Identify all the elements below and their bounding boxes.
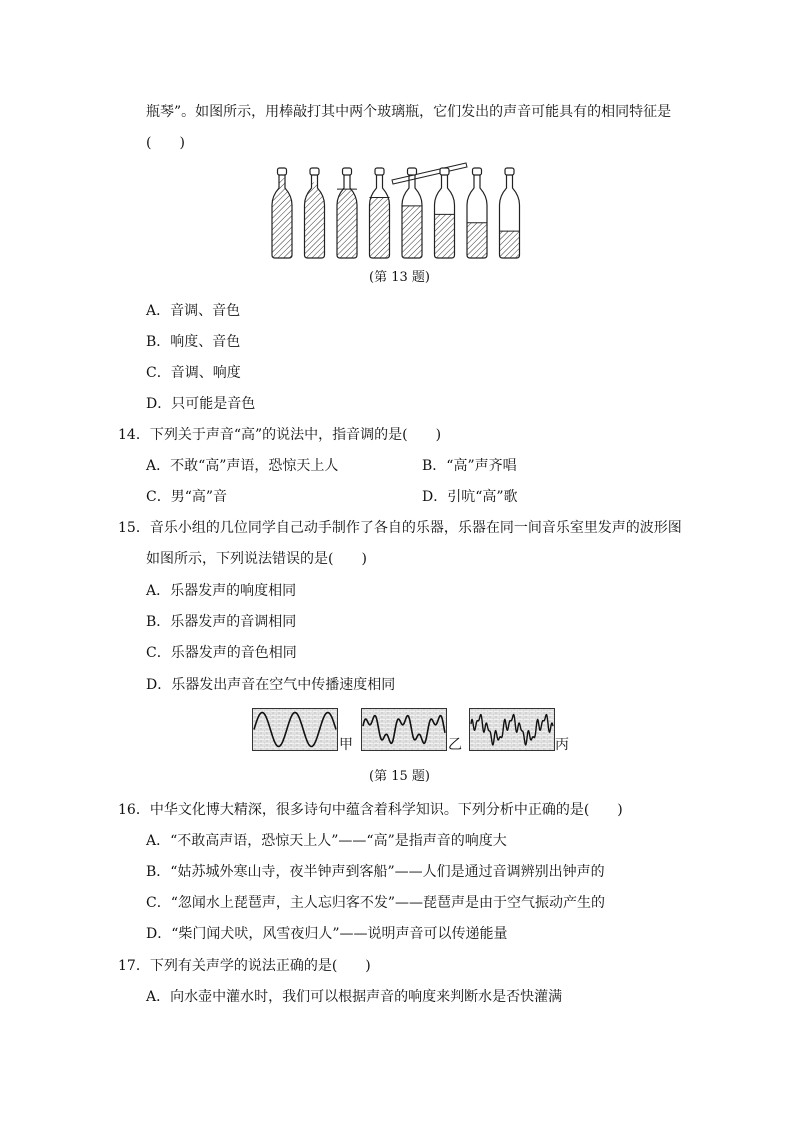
bottle [335,168,359,260]
label-yi: 乙 [448,737,462,753]
q17-stem: 17．下列有关声学的说法正确的是( ) [118,958,371,974]
q15-caption: (第 15 题) [369,769,430,784]
q13-option-b: B．响度、音色 [146,334,241,350]
q16-option-d: D．“柴门闻犬吠，风雪夜归人”——说明声音可以传递能量 [146,926,508,942]
q13-option-c: C．音调、响度 [146,365,241,381]
bottle-cap [310,168,319,175]
q14-option-b: B．“高”声齐唱 [422,458,517,474]
bottle [433,168,457,260]
q15-stem-line1: 15．音乐小组的几位同学自己动手制作了各自的乐器，乐器在同一间音乐室里发声的波形图 [118,520,682,536]
q14-option-c: C．男“高”音 [146,489,228,505]
water-fill [303,182,327,260]
q13-bottles-figure [268,160,528,260]
bottle [498,168,522,260]
q14-option-a: A．不敢“高”声语，恐惊天上人 [146,458,339,474]
bottle [270,168,294,260]
q16-option-c: C．“忽闻水上琵琶声，主人忘归客不发”——琵琶声是由于空气振动产生的 [146,895,606,911]
q17-option-a: A．向水壶中灌水时，我们可以根据声音的响度来判断水是否快灌满 [146,989,563,1005]
bottle-cap [505,168,514,175]
bottle-cap [440,168,449,175]
q13-option-a: A．音调、音色 [146,303,241,319]
water-fill [270,178,294,260]
bottle [368,168,392,260]
q13-caption: (第 13 题) [369,270,430,285]
q15-option-d: D．乐器发出声音在空气中传播速度相同 [146,677,396,693]
q13-option-d: D．只可能是音色 [146,396,256,412]
q15-waveform-yi [361,708,447,751]
q16-stem: 16．中华文化博大精深，很多诗句中蕴含着科学知识。下列分析中正确的是( ) [118,802,623,818]
bottle-cap [473,168,482,175]
q15-waveform-bing [469,708,555,751]
q15-waveform-jia [252,708,338,751]
striking-stick [392,163,467,184]
water-fill [368,198,392,260]
q16-option-a: A．“不敢高声语，恐惊天上人”——“高”是指声音的响度大 [146,833,507,849]
q13-stem-line1: 瓶琴”。如图所示，用棒敲打其中两个玻璃瓶，它们发出的声音可能具有的相同特征是 [146,104,672,120]
q13-stem-line2: ( ) [146,135,185,151]
water-fill [400,206,424,260]
bottle-cap [408,168,417,175]
q15-option-b: B．乐器发声的音调相同 [146,614,297,630]
water-fill [498,231,522,260]
q16-option-b: B．“姑苏城外寒山寺，夜半钟声到客船”——人们是通过音调辨别出钟声的 [146,864,605,880]
water-fill [335,189,359,260]
q15-option-a: A．乐器发声的响度相同 [146,583,297,599]
water-fill [465,223,489,260]
bottle-cap [343,168,352,175]
bottle [465,168,489,260]
label-bing: 丙 [555,737,569,753]
bottle [303,168,327,260]
bottle-cap [375,168,384,175]
q15-option-c: C．乐器发声的音色相同 [146,645,297,661]
q14-option-d: D．引吭“高”歌 [422,489,518,505]
label-jia: 甲 [339,737,353,753]
bottle-cap [278,168,287,175]
q14-stem: 14．下列关于声音“高”的说法中，指音调的是( ) [118,427,442,443]
water-fill [433,214,457,260]
q15-stem-line2: 如图所示，下列说法错误的是( ) [146,551,367,567]
